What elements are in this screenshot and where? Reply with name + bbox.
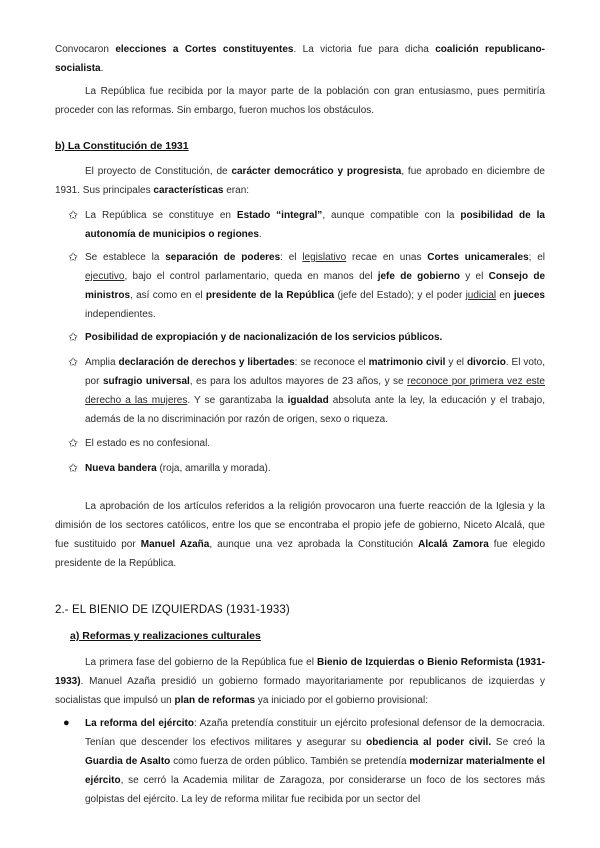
bold-text: igualdad [287,395,329,406]
bold-text: carácter democrático y progresista [231,166,402,177]
text: en [496,290,514,301]
paragraph-republic-reception: La República fue recibida por la mayor parte de la población con gran entusiasmo, pues permitiría proceder con las reformas. Sin embargo, fueron muchos los obstáculos. [55,86,545,116]
text: absoluta ante la ley, la educación y el trabajo, además de la no discriminación por razón de origen, sexo o riqueza. [85,395,545,425]
bold-text: sufragio universal [102,376,190,387]
list-item [55,206,545,244]
bold-text: Bienio de Izquierdas o Bienio Reformista (1931-1933) [55,657,545,687]
text: , aunque compatible con la [322,210,461,221]
section-b-title: b) La Constitución de 1931 [55,140,189,152]
text: . [100,63,104,74]
text: El proyecto de Constitución, de [85,166,232,177]
text: (jefe del Estado); y el poder [334,290,466,301]
text: El estado es no confesional. [85,438,211,449]
star-bullet-icon: ✩ [67,330,79,344]
text: eran: [223,185,250,196]
text: : se reconoce el [294,357,369,368]
star-bullet-icon: ✩ [67,355,79,369]
text: Se establece la [85,252,166,263]
paragraph-constitution-intro [55,162,545,200]
bold-text: jueces [513,290,545,301]
underlined-text: legislativo [302,252,347,263]
text: La República se constituye en [85,210,237,221]
bold-text: jefe de gobierno [377,271,460,282]
list-item [55,459,545,478]
text: ; el [528,252,546,263]
list-item [55,434,545,453]
bold-text: Manuel Azaña [140,539,210,550]
paragraph-bienio-intro [55,653,545,710]
list-item [55,328,545,347]
section-2-title: 2.- EL BIENIO DE IZQUIERDAS (1931-1933) [55,604,290,616]
text: . El voto, por [85,357,546,387]
list-item [55,353,545,429]
bold-text: Alcalá Zamora [418,539,489,550]
bold-text: Consejo de ministros [85,271,546,301]
star-bullet-icon: ✩ [67,250,79,264]
text: La primera fase del gobierno de la República fue el [85,657,318,668]
bold-text: Posibilidad de expropiación y de nacionalización de los servicios públicos. [85,332,443,343]
text: : Azaña pretendía constituir un ejército profesional defensor de la democracia. Tenían que descender los efectivos militares y asegurar su [85,718,545,748]
bullet-dot-icon: ● [63,717,70,729]
text: : el [280,252,303,263]
star-bullet-icon: ✩ [67,208,79,222]
bold-text: separación de poderes [165,252,281,263]
bold-text: Nueva bandera [85,463,157,474]
text: (roja, amarilla y morada). [156,463,271,474]
text: , es para los adultos mayores de 23 años, y se [189,376,408,387]
underlined-text: judicial [465,290,497,301]
bold-text: Cortes unicamerales [427,252,529,263]
bold-text: Estado “integral” [236,210,323,221]
bold-text: modernizar materialmente el ejército [85,756,545,786]
bold-text: Guardia de Asalto [85,756,171,767]
list-item [55,714,545,809]
text: y el [445,357,467,368]
star-bullet-icon: ✩ [67,436,79,450]
bold-text: matrimonio civil [368,357,446,368]
text: ya iniciado por el gobierno provisional: [255,695,428,706]
bold-text: obediencia al poder civil. [366,737,492,748]
text: , se cerró la Academia militar de Zaragoza, por considerarse un foco de los sectores más golpistas del ejército. La ley de reforma militar fue recibida por un sector del [85,775,545,805]
star-bullet-icon: ✩ [67,461,79,475]
list-item [55,248,545,324]
text: . La victoria fue para dicha [293,44,436,55]
text: y el [459,271,489,282]
text: recae en unas [346,252,428,263]
text: independientes. [85,309,156,320]
bold-text: presidente de la República [205,290,335,301]
text: . [258,229,262,240]
bold-text: declaración de derechos y libertades [118,357,295,368]
text: como fuerza de orden público. También se pretendía [170,756,410,767]
bold-text: divorcio [466,357,506,368]
text: , fue aprobado en diciembre de 1931. Sus principales [55,166,545,196]
bold-text: elecciones a Cortes constituyentes [115,44,294,55]
section-2a-title: a) Reformas y realizaciones culturales [70,630,261,642]
text: . Manuel Azaña presidió un gobierno formado mayoritariamente por republicanos de izquierdas y socialistas que impulsó un [55,676,545,706]
text: Se creó la [491,737,545,748]
bold-text: plan de reformas [174,695,256,706]
text: , bajo el control parlamentario, queda en manos del [124,271,378,282]
bold-text: coalición republicano-socialista [55,44,545,74]
text: . Y se garantizaba la [187,395,288,406]
text: Convocaron [55,44,116,55]
text: Amplia [85,357,119,368]
text: La aprobación de los artículos referidos a la religión provocaron una fuerte reacción de la Iglesia y la dimisión de los sectores católicos, entre los que se encontraba el propio jefe de gobierno, Niceto Alcalá, que fue sustituido por [55,501,545,550]
underlined-text: reconoce por primera vez este derecho a las mujeres [85,376,545,406]
text: , aunque una vez aprobada la Constitución [209,539,419,550]
bold-text: La reforma del ejército [85,718,194,729]
text: fue elegido presidente de la República. [55,539,546,569]
paragraph-elections [55,40,545,78]
underlined-text: ejecutivo [85,271,125,282]
text: , así como en el [130,290,206,301]
bold-text: características [153,185,224,196]
bold-text: posibilidad de la autonomía de municipios o regiones [85,210,545,240]
paragraph-religion-reaction [55,497,545,573]
